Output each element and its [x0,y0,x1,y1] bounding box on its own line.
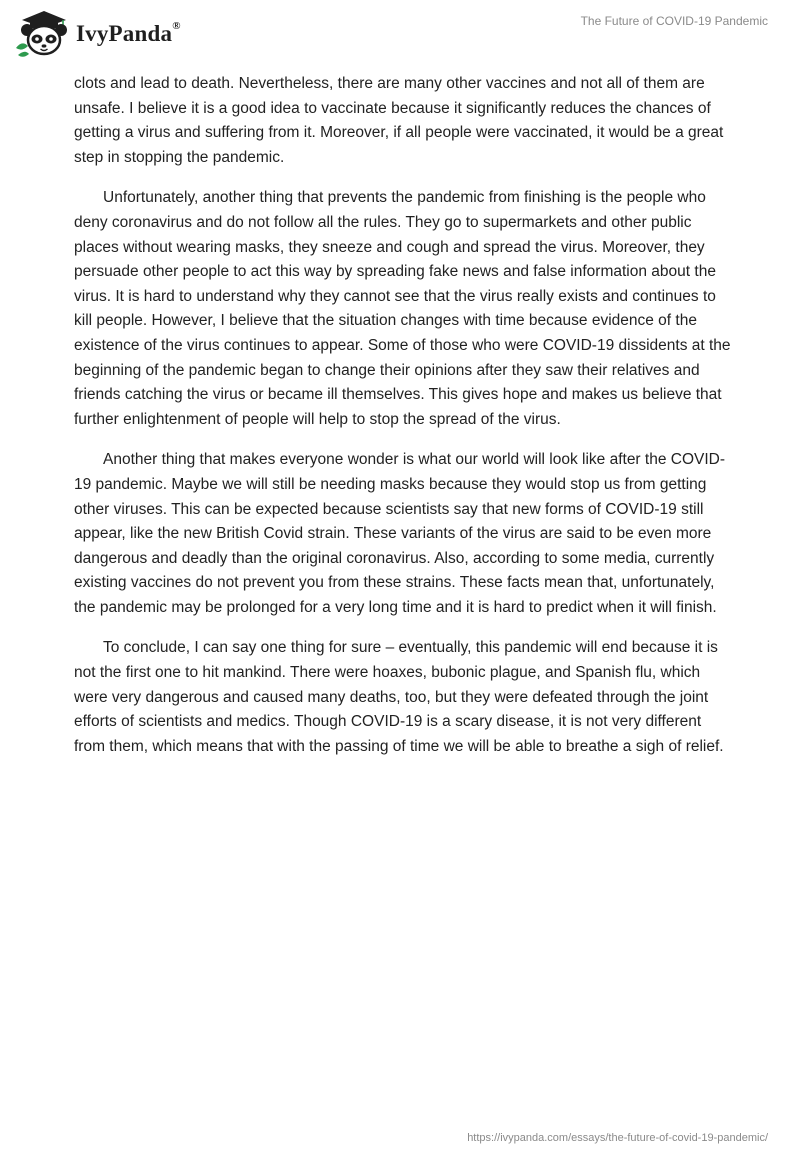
source-url[interactable]: https://ivypanda.com/essays/the-future-of-covid-19-pandemic/ [467,1132,768,1144]
essay-body [74,72,734,775]
brand-logo[interactable] [14,8,181,58]
registered-mark: ® [172,20,181,33]
page-header [0,0,800,70]
paragraph: Another thing that makes everyone wonder is what our world will look like after the COVID-19 pandemic. Maybe we will still be needing masks because they would stop us from getting other viruses. This can be expected because scientists say that new forms of COVID-19 still appear, like the new British Covid strain. These variants of the virus are said to be even more dangerous and deadly than the original coronavirus. Also, according to some media, currently existing vaccines do not prevent you from these strains. These facts mean that, unfortunately, the pandemic may be prolonged for a very long time and it is hard to predict when it will finish. [74,451,726,616]
brand-name: IvyPanda® [76,20,181,46]
paragraph: To conclude, I can say one thing for sure – eventually, this pandemic will end because it is not the first one to hit mankind. There were hoaxes, bubonic plague, and Spanish flu, which were very dangerous and caused many deaths, too, but they were defeated through the joint efforts of scientists and medics. Though COVID-19 is a scary disease, it is not very different from them, which means that with the passing of time we will be able to breathe a sigh of relief. [74,639,724,755]
panda-graduation-cap-icon [14,8,70,58]
document-title: The Future of COVID-19 Pandemic [580,14,768,28]
paragraph-continuation: clots and lead to death. Nevertheless, there are many other vaccines and not all of them are unsafe. I believe it is a good idea to vaccinate because it significantly reduces the chances of getting a virus and suffering from it. Moreover, if all people were vaccinated, it would be a great step in stopping the pandemic. [74,75,724,166]
paragraph: Unfortunately, another thing that prevents the pandemic from finishing is the people who deny coronavirus and do not follow all the rules. They go to supermarkets and other public places without wearing masks, they sneeze and cough and spread the virus. Moreover, they persuade other people to act this way by spreading fake news and false information about the virus. It is hard to understand why they cannot see that the virus really exists and continues to kill people. However, I believe that the situation changes with time because evidence of the existence of the virus continues to appear. Some of those who were COVID-19 dissidents at the beginning of the pandemic began to change their opinions after they saw their relatives and friends catching the virus or became ill themselves. This gives hope and makes us believe that further enlightenment of people will help to stop the spread of the virus. [74,189,731,428]
